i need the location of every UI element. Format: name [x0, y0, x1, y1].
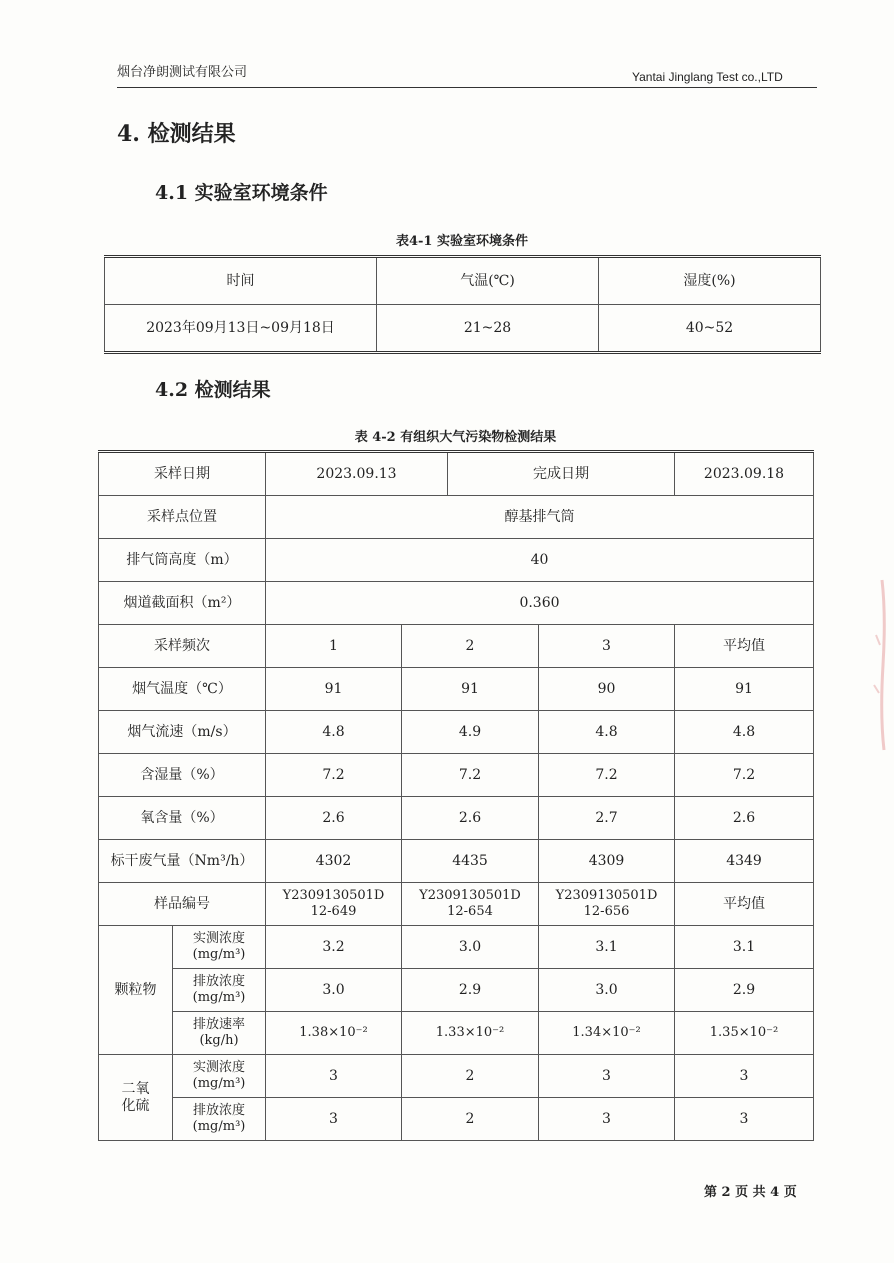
table-row [99, 668, 814, 711]
cell: 1.38×10⁻² [266, 1012, 402, 1055]
table1-cell-temp: 21~28 [377, 305, 599, 353]
cell: 2.6 [402, 797, 539, 840]
cell: 3.1 [675, 926, 814, 969]
cell: 3.0 [539, 969, 675, 1012]
cell: 3 [675, 1098, 814, 1141]
header-divider [117, 87, 817, 88]
emission-results-table [98, 450, 814, 1141]
completion-date: 2023.09.18 [675, 452, 814, 496]
cell: 4302 [266, 840, 402, 883]
cell: 2.6 [675, 797, 814, 840]
cell: 2.9 [402, 969, 539, 1012]
table-row [99, 1098, 814, 1141]
subsection-title-env: 4.1 实验室环境条件 [155, 182, 328, 204]
cell: 2 [402, 1098, 539, 1141]
cell: 90 [539, 668, 675, 711]
header-company-cn: 烟台净朗测试有限公司 [117, 65, 248, 80]
cell: 3 [266, 1055, 402, 1098]
table-row [99, 582, 814, 625]
cell: 4309 [539, 840, 675, 883]
cell: 3.0 [266, 969, 402, 1012]
pm-row-label: 实测浓度 (mg/m³) [173, 926, 266, 969]
header-company-en: Yantai Jinglang Test co.,LTD [632, 70, 783, 84]
pm-label: 颗粒物 [99, 926, 173, 1055]
freq-3: 3 [539, 625, 675, 668]
cell: 91 [266, 668, 402, 711]
cell: 1.34×10⁻² [539, 1012, 675, 1055]
cell: 3.2 [266, 926, 402, 969]
table-row [99, 1012, 814, 1055]
so2-row-label: 实测浓度 (mg/m³) [173, 1055, 266, 1098]
table-row [99, 797, 814, 840]
cell: 2 [402, 1055, 539, 1098]
page-number: 第 2 页 共 4 页 [704, 1185, 797, 1200]
table1-cell-time: 2023年09月13日~09月18日 [105, 305, 377, 353]
row-label: 烟气温度（℃） [99, 668, 266, 711]
table-row [99, 926, 814, 969]
cell: 2.6 [266, 797, 402, 840]
cell: 3.1 [539, 926, 675, 969]
completion-date-label: 完成日期 [448, 452, 675, 496]
table-row [99, 452, 814, 496]
location-label: 采样点位置 [99, 496, 266, 539]
cell: 1.33×10⁻² [402, 1012, 539, 1055]
table1-cell-humidity: 40~52 [599, 305, 821, 353]
stack-height: 40 [266, 539, 814, 582]
sampling-date: 2023.09.13 [266, 452, 448, 496]
cell: 4435 [402, 840, 539, 883]
sample-id-2: Y2309130501D 12-654 [402, 883, 539, 926]
table-row [99, 496, 814, 539]
freq-avg: 平均值 [675, 625, 814, 668]
sample-avg-label: 平均值 [675, 883, 814, 926]
freq-1: 1 [266, 625, 402, 668]
cell: 7.2 [402, 754, 539, 797]
table1-header-temp: 气温(℃) [377, 257, 599, 305]
table-row [99, 969, 814, 1012]
row-label: 烟气流速（m/s） [99, 711, 266, 754]
so2-row-label: 排放浓度 (mg/m³) [173, 1098, 266, 1141]
cell: 2.9 [675, 969, 814, 1012]
cell: 7.2 [266, 754, 402, 797]
cell: 4.9 [402, 711, 539, 754]
location: 醇基排气筒 [266, 496, 814, 539]
table-row [99, 840, 814, 883]
pm-row-label: 排放速率 (kg/h) [173, 1012, 266, 1055]
section-title: 4. 检测结果 [117, 121, 236, 147]
cell: 2.7 [539, 797, 675, 840]
flue-area-label: 烟道截面积（m²） [99, 582, 266, 625]
pm-row-label: 排放浓度 (mg/m³) [173, 969, 266, 1012]
row-label: 氧含量（%） [99, 797, 266, 840]
lab-environment-table [104, 255, 821, 354]
freq-label: 采样频次 [99, 625, 266, 668]
flue-area: 0.360 [266, 582, 814, 625]
cell: 4.8 [266, 711, 402, 754]
cell: 7.2 [675, 754, 814, 797]
cell: 7.2 [539, 754, 675, 797]
stack-height-label: 排气筒高度（m） [99, 539, 266, 582]
cell: 4.8 [539, 711, 675, 754]
table-row [99, 1055, 814, 1098]
sample-id-3: Y2309130501D 12-656 [539, 883, 675, 926]
table-row [99, 711, 814, 754]
table-row [99, 883, 814, 926]
cell: 3 [675, 1055, 814, 1098]
table1-header-time: 时间 [105, 257, 377, 305]
row-label: 含湿量（%） [99, 754, 266, 797]
cell: 4349 [675, 840, 814, 883]
freq-2: 2 [402, 625, 539, 668]
seal-stamp-edge [868, 575, 888, 755]
table-row [99, 625, 814, 668]
table-row [99, 539, 814, 582]
row-label: 标干废气量（Nm³/h） [99, 840, 266, 883]
subsection-title-results: 4.2 检测结果 [155, 379, 271, 401]
cell: 3 [266, 1098, 402, 1141]
so2-label: 二氧 化硫 [99, 1055, 173, 1141]
table1-caption: 表4-1 实验室环境条件 [395, 234, 528, 249]
sample-id-1: Y2309130501D 12-649 [266, 883, 402, 926]
cell: 1.35×10⁻² [675, 1012, 814, 1055]
cell: 3.0 [402, 926, 539, 969]
table-row [99, 754, 814, 797]
table2-caption: 表 4-2 有组织大气污染物检测结果 [354, 430, 557, 445]
table1-header-humidity: 湿度(%) [599, 257, 821, 305]
sampling-date-label: 采样日期 [99, 452, 266, 496]
cell: 3 [539, 1098, 675, 1141]
cell: 91 [675, 668, 814, 711]
cell: 3 [539, 1055, 675, 1098]
cell: 4.8 [675, 711, 814, 754]
cell: 91 [402, 668, 539, 711]
sample-id-label: 样品编号 [99, 883, 266, 926]
